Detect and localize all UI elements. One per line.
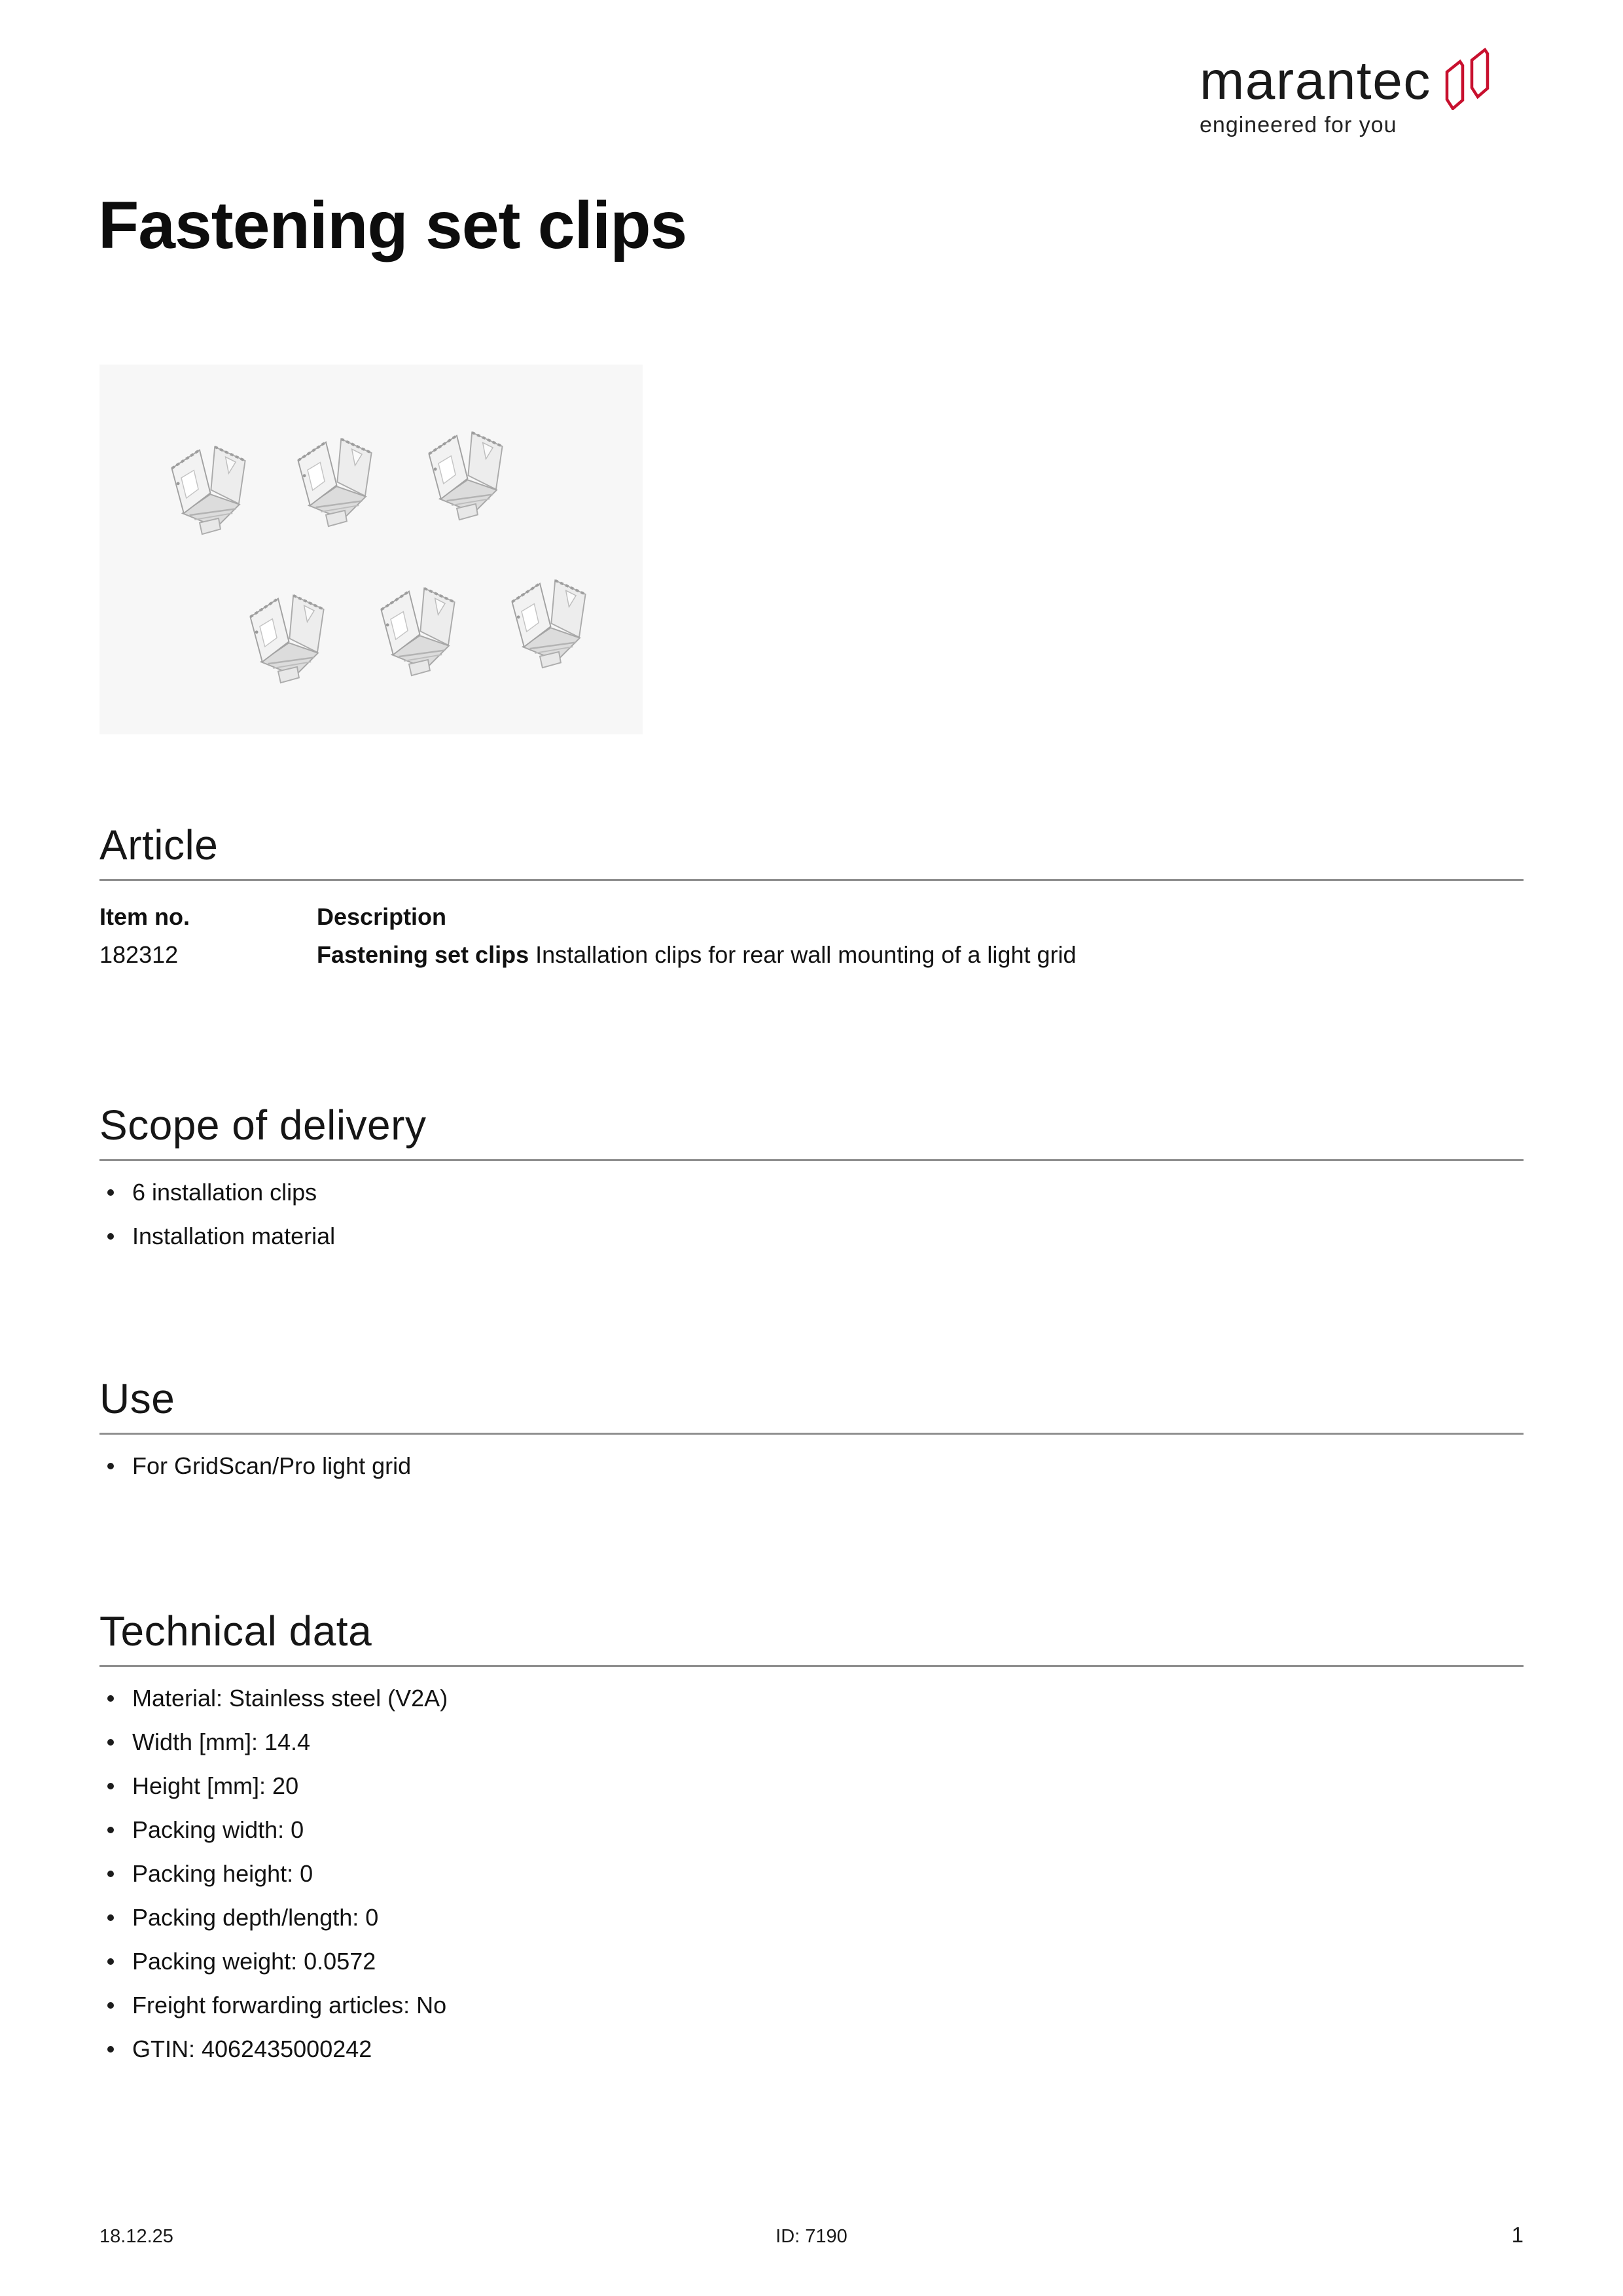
section-divider <box>99 879 1524 881</box>
list-item: 6 installation clips <box>99 1170 1524 1214</box>
list-item: Material: Stainless steel (V2A) <box>99 1676 1524 1720</box>
scope-list <box>99 1170 1524 1258</box>
article-description <box>317 936 1077 974</box>
section-divider <box>99 1433 1524 1435</box>
section-divider <box>99 1665 1524 1667</box>
use-list <box>99 1444 1524 1488</box>
article-description-text: Installation clips for rear wall mounting of a light grid <box>529 941 1077 968</box>
fastening-clip-illustration <box>162 442 257 537</box>
marantec-logo-icon <box>1444 47 1490 110</box>
article-table <box>99 898 1524 974</box>
table-row <box>99 936 1524 974</box>
page-title: Fastening set clips <box>98 188 687 262</box>
article-item-no: 182312 <box>99 941 179 968</box>
list-item: GTIN: 4062435000242 <box>99 2027 1524 2071</box>
list-item: Freight forwarding articles: No <box>99 1983 1524 2027</box>
list-item: For GridScan/Pro light grid <box>99 1444 1524 1488</box>
footer-date: 18.12.25 <box>99 2226 173 2247</box>
fastening-clip-illustration <box>240 590 335 685</box>
article-product-name: Fastening set clips <box>317 941 529 968</box>
fastening-clip-illustration <box>502 575 597 670</box>
list-item: Packing width: 0 <box>99 1808 1524 1852</box>
section-heading-technical: Technical data <box>99 1607 372 1655</box>
footer-document-id: ID: 7190 <box>776 2226 847 2247</box>
fastening-clip-illustration <box>419 427 514 522</box>
product-photo <box>99 365 643 734</box>
section-article <box>99 821 1524 974</box>
section-use <box>99 1375 1524 1488</box>
list-item: Installation material <box>99 1214 1524 1258</box>
section-heading-scope: Scope of delivery <box>99 1102 427 1149</box>
list-item: Packing height: 0 <box>99 1852 1524 1895</box>
section-heading-use: Use <box>99 1375 175 1422</box>
column-header-description: Description <box>317 903 447 930</box>
brand-tagline: engineered for you <box>1200 113 1397 137</box>
column-header-item-no: Item no. <box>99 903 190 930</box>
fastening-clip-illustration <box>371 583 466 678</box>
brand-name: marantec <box>1200 51 1431 111</box>
section-technical-data <box>99 1607 1524 2071</box>
page-footer <box>99 2223 1524 2248</box>
footer-page-number: 1 <box>1511 2223 1524 2247</box>
list-item: Height [mm]: 20 <box>99 1764 1524 1808</box>
list-item: Packing weight: 0.0572 <box>99 1939 1524 1983</box>
brand-logo <box>1200 51 1490 138</box>
fastening-clip-illustration <box>288 434 383 529</box>
section-scope-of-delivery <box>99 1104 1524 1258</box>
list-item: Width [mm]: 14.4 <box>99 1720 1524 1764</box>
list-item: Packing depth/length: 0 <box>99 1895 1524 1939</box>
article-table-header <box>99 898 1524 936</box>
technical-data-list <box>99 1676 1524 2071</box>
section-heading-article: Article <box>99 821 219 869</box>
section-divider <box>99 1159 1524 1161</box>
brand-logo-text <box>1200 51 1431 138</box>
